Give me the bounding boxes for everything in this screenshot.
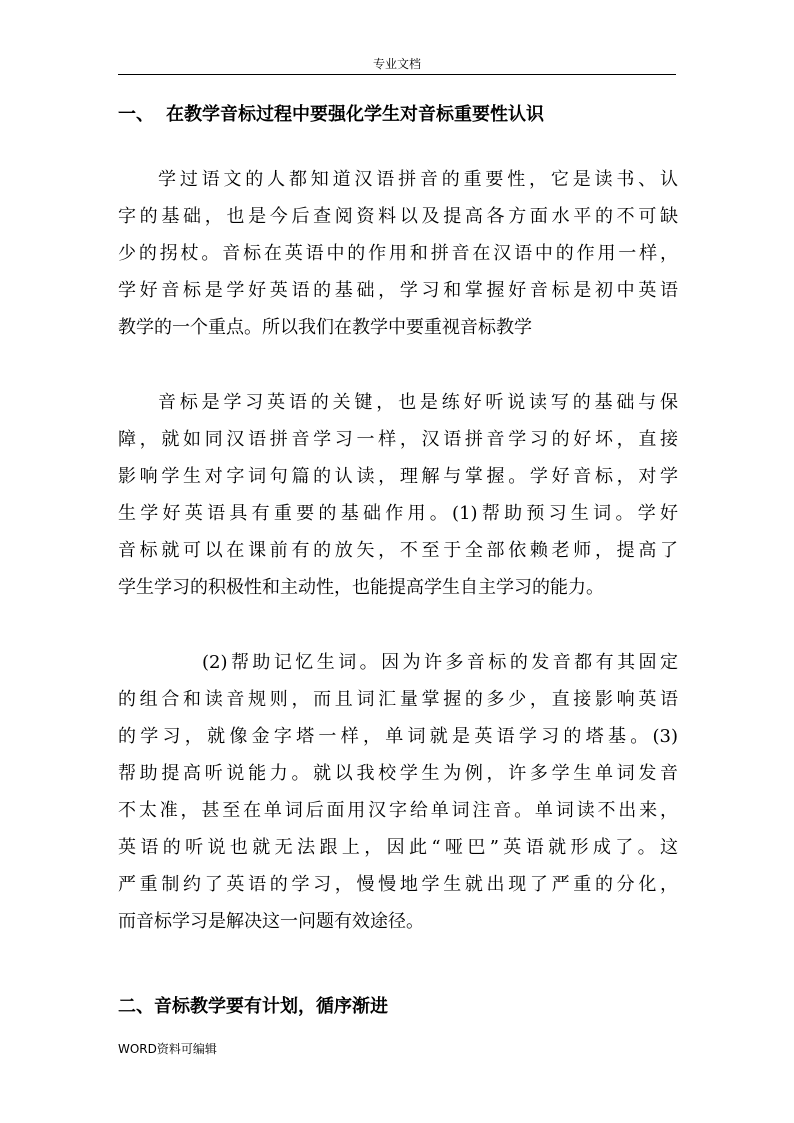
paragraph-1-line: 少的拐杖。音标在英语中的作用和拼音在汉语中的作用一样， [118,243,678,264]
paragraph-3-line: 的学习，就像金字塔一样，单词就是英语学习的塔基。(3) [118,726,678,747]
paragraph-3-line: 而音标学习是解决这一问题有效途径。 [118,911,424,932]
section-2-heading: 二、音标教学要有计划，循序渐进 [118,996,388,1017]
paragraph-2 [118,384,678,606]
paragraph-2-line: 影响学生对字词句篇的认读，理解与掌握。学好音标，对学 [118,466,678,487]
paragraph-3-line: 帮助提高听说能力。就以我校学生为例，许多学生单词发音 [118,763,678,784]
paragraph-3-line: 的组合和读音规则，而且词汇量掌握的多少，直接影响英语 [118,689,678,710]
page-footer: WORD资料可编辑 [118,1042,217,1056]
paragraph-1-line: 教学的一个重点。所以我们在教学中要重视音标教学 [118,317,532,338]
paragraph-1-line: 字的基础，也是今后查阅资料以及提高各方面水平的不可缺 [118,206,678,227]
paragraph-3-line: (2)帮助记忆生词。因为许多音标的发音都有其固定 [202,652,678,673]
paragraph-3-line: 英语的听说也就无法跟上，因此“哑巴”英语就形成了。这 [118,837,678,858]
paragraph-1-line: 学过语文的人都知道汉语拼音的重要性，它是读书、认 [158,169,678,190]
paragraph-1 [118,161,678,346]
paragraph-2-line: 音标是学习英语的关键，也是练好听说读写的基础与保 [158,392,678,413]
paragraph-3-line: 严重制约了英语的学习，慢慢地学生就出现了严重的分化， [118,874,678,895]
paragraph-2-line: 音标就可以在课前有的放矢，不至于全部依赖老师，提高了 [118,540,678,561]
page-header: 专业文档 [372,57,421,71]
section-1-heading [118,103,678,127]
paragraph-3-line: 不太准，甚至在单词后面用汉字给单词注音。单词读不出来， [118,800,678,821]
section-1-title: 在教学音标过程中要强化学生对音标重要性认识 [166,104,544,125]
paragraph-2-line: 障，就如同汉语拼音学习一样，汉语拼音学习的好坏，直接 [118,429,678,450]
paragraph-2-line: 生学好英语具有重要的基础作用。(1)帮助预习生词。学好 [118,503,678,524]
paragraph-3 [118,644,678,940]
paragraph-2-line: 学生学习的积极性和主动性，也能提高学生自主学习的能力。 [118,577,604,598]
section-1-number: 一、 [118,104,154,125]
paragraph-1-line: 学好音标是学好英语的基础，学习和掌握好音标是初中英语 [118,280,678,301]
header-divider [118,74,676,75]
